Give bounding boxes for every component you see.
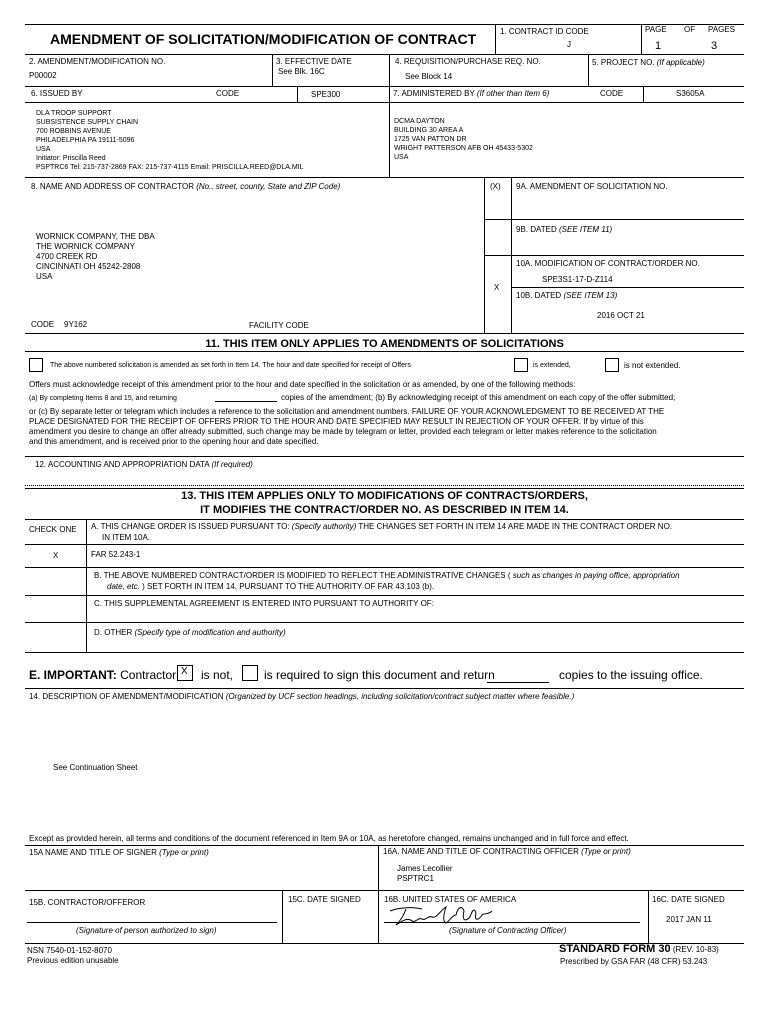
box16b-caption: (Signature of Contracting Officer) [449, 926, 567, 935]
total-pages: 3 [711, 40, 718, 52]
box3-label: 3. EFFECTIVE DATE [276, 57, 352, 66]
box4-label: 4. REQUISITION/PURCHASE REQ. NO. [395, 57, 541, 66]
box15c-label: 15C. DATE SIGNED [288, 895, 361, 904]
form-title: AMENDMENT OF SOLICITATION/MODIFICATION OF CONTRACT [50, 31, 477, 47]
box7-code-label: CODE [600, 89, 624, 98]
box10a-label: 10A. MODIFICATION OF CONTRACT/ORDER NO. [516, 259, 700, 268]
is-not-checkmark: X [181, 666, 188, 677]
box16b-label: 16B. UNITED STATES OF AMERICA [384, 895, 517, 904]
item11-paragraph: or (c) By separate letter or telegram which includes a reference to the solicitation and amendment numbers. FAILURE OF YOUR ACKNOWLEDGMENT TO BE RECEIVED AT THE PLACE DESIGNATED FOR THE RECEIPT OF OFFERS PRIOR TO THE HOUR AND DATE SPECIFIED MAY RESULT IN REJECTION OF YOUR OFFER. If by virtue of this amendment you desire to change an offer already submitted, such change may be made by telegram or letter, provided each telegram or letter makes reference to the solicitation and this amendment, and is received prior to the opening hour and date specified. [29, 407, 665, 446]
amendment-number[interactable]: P00002 [29, 71, 57, 80]
item11-line1: The above numbered solicitation is amended as set forth in Item 14. The hour and date specified for receipt of Offers [50, 362, 411, 369]
item13b-text-cont: date, etc. ) SET FORTH IN ITEM 14, PURSUANT TO THE AUTHORITY OF FAR 43.103 (b). [107, 582, 435, 591]
administrator-code[interactable]: S3605A [676, 89, 705, 98]
item13d-text: D. OTHER (Specify type of modification and authority) [94, 628, 286, 637]
contractor-address: WORNICK COMPANY, THE DBA THE WORNICK COMPANY 4700 CREEK RD CINCINNATI OH 45242-2808 USA [36, 232, 155, 281]
item13-title-1: 13. THIS ITEM APPLIES ONLY TO MODIFICATIONS OF CONTRACTS/ORDERS, [181, 490, 588, 502]
item13c-text: C. THIS SUPPLEMENTAL AGREEMENT IS ENTERED INTO PURSUANT TO AUTHORITY OF: [94, 599, 434, 608]
important-row: E. IMPORTANT: Contractor [29, 668, 177, 682]
item14-description[interactable]: See Continuation Sheet [53, 763, 138, 772]
box9a-label: 9A. AMENDMENT OF SOLICITATION NO. [516, 182, 668, 191]
of-label: OF [684, 25, 696, 34]
copies-label: copies to the issuing office. [559, 668, 703, 682]
is-not-extended-label: is not extended. [624, 361, 681, 370]
previous-edition: Previous edition unusable [27, 956, 119, 965]
pages-label: PAGES [708, 25, 735, 34]
requisition-number[interactable]: See Block 14 [405, 72, 453, 81]
contract-id-code[interactable]: J [567, 40, 571, 49]
page-number: 1 [655, 40, 662, 52]
item13a-authority[interactable]: FAR 52.243-1 [91, 550, 141, 559]
item13-title-2: IT MODIFIES THE CONTRACT/ORDER NO. AS DESCRIBED IN ITEM 14. [200, 504, 569, 516]
is-extended-label: is extended, [533, 362, 571, 369]
is-extended-checkbox[interactable] [514, 358, 528, 372]
item13b-text: B. THE ABOVE NUMBERED CONTRACT/ORDER IS MODIFIED TO REFLECT THE ADMINISTRATIVE CHANGES ( such as changes in paying office, appropriation [94, 571, 680, 580]
box7-label: 7. ADMINISTERED BY (If other than Item 6) [393, 89, 550, 98]
contractor-code-label: CODE [31, 320, 55, 329]
item12-label: 12. ACCOUNTING AND APPROPRIATION DATA (If required) [35, 460, 253, 469]
check-one-label: CHECK ONE [29, 525, 77, 534]
is-not-checkbox[interactable] [177, 665, 193, 681]
prescribed-by: Prescribed by GSA FAR (48 CFR) 53.243 [560, 957, 708, 966]
issuer-code[interactable]: SPE300 [311, 90, 341, 99]
box6-code-label: CODE [216, 89, 240, 98]
item11-line3b: copies of the amendment; (b) By acknowledging receipt of this amendment on each copy of the offer submitted; [281, 393, 676, 402]
box10b-label: 10B. DATED (SEE ITEM 13) [516, 291, 618, 300]
item13a-checkmark[interactable]: X [53, 551, 59, 560]
box2-label: 2. AMENDMENT/MODIFICATION NO. [29, 57, 166, 66]
contractor-code[interactable]: 9Y162 [64, 320, 88, 329]
box8-label: 8. NAME AND ADDRESS OF CONTRACTOR (No., street, county, State and ZIP Code) [31, 182, 341, 191]
contract-order-number[interactable]: SPE3S1-17-D-Z114 [542, 275, 613, 284]
is-not-extended-checkbox[interactable] [605, 358, 619, 372]
item13a-text-cont: IN ITEM 10A. [102, 533, 151, 542]
box10-checkmark[interactable]: X [494, 283, 500, 292]
is-required-checkbox[interactable] [242, 665, 258, 681]
box15b-label: 15B. CONTRACTOR/OFFEROR [29, 898, 146, 907]
issuer-address: DLA TROOP SUPPORT SUBSISTENCE SUPPLY CHAIN 700 ROBBINS AVENUE PHILADELPHIA PA 19111-5096 USA Initiator: Priscilla Reed PSPTRC6 Tel: 215-737-2869 FAX: 215-737-4115 Email: PRISCILLA.REED@DLA.MIL [36, 110, 304, 171]
box15a-label: 15A NAME AND TITLE OF SIGNER (Type or print) [29, 848, 209, 857]
box9b-label: 9B. DATED (SEE ITEM 11) [516, 225, 613, 234]
is-not-label: is not, [201, 668, 234, 682]
box5-label: 5. PROJECT NO. (If applicable) [592, 58, 705, 67]
item11-checkbox[interactable] [29, 358, 43, 372]
is-required-label: is required to sign this document and return [264, 668, 495, 682]
standard-form-label: STANDARD FORM 30 (REV. 10-83) [559, 943, 719, 955]
contract-dated[interactable]: 2016 OCT 21 [597, 311, 645, 320]
facility-code-label: FACILITY CODE [249, 321, 309, 330]
box16a-label: 16A. NAME AND TITLE OF CONTRACTING OFFICER (Type or print) [383, 847, 631, 856]
box16c-label: 16C. DATE SIGNED [652, 895, 725, 904]
contracting-officer-title[interactable]: PSPTRC1 [397, 874, 434, 883]
administrator-address: DCMA DAYTON BUILDING 30 AREA A 1725 VAN PATTON DR WRIGHT PATTERSON AFB OH 45433-5302 USA [394, 118, 533, 161]
item11-line3a: (a) By completing Items 8 and 15, and returning [29, 395, 177, 402]
box1-label: 1. CONTRACT ID CODE [500, 27, 589, 36]
nsn-number: NSN 7540-01-152-8070 [27, 946, 112, 955]
box6-label: 6. ISSUED BY [31, 89, 83, 98]
contracting-officer-signature [388, 903, 498, 929]
item14-label: 14. DESCRIPTION OF AMENDMENT/MODIFICATION (Organized by UCF section headings, including solicitation/contract subject matter where feasible.) [29, 692, 575, 701]
page-label: PAGE [645, 25, 667, 34]
date-signed[interactable]: 2017 JAN 11 [666, 915, 712, 924]
item14-except-text: Except as provided herein, all terms and conditions of the document referenced in Item 9A or 10A, as heretofore changed, remains unchanged and in full force and effect. [29, 834, 629, 843]
contracting-officer-name[interactable]: James Lecollier [397, 864, 453, 873]
box9-x-header: (X) [490, 182, 501, 191]
box15b-caption: (Signature of person authorized to sign) [76, 926, 217, 935]
item11-title: 11. THIS ITEM ONLY APPLIES TO AMENDMENTS OF SOLICITATIONS [205, 338, 564, 350]
item13a-text: A. THIS CHANGE ORDER IS ISSUED PURSUANT TO: (Specify authority) THE CHANGES SET FORTH IN ITEM 14 ARE MADE IN THE CONTRACT ORDER NO. [91, 522, 673, 531]
effective-date[interactable]: See Blk. 16C [278, 67, 325, 76]
item11-line2: Offers must acknowledge receipt of this amendment prior to the hour and date specified in the solicitation or as amended, by one of the following methods: [29, 380, 576, 389]
